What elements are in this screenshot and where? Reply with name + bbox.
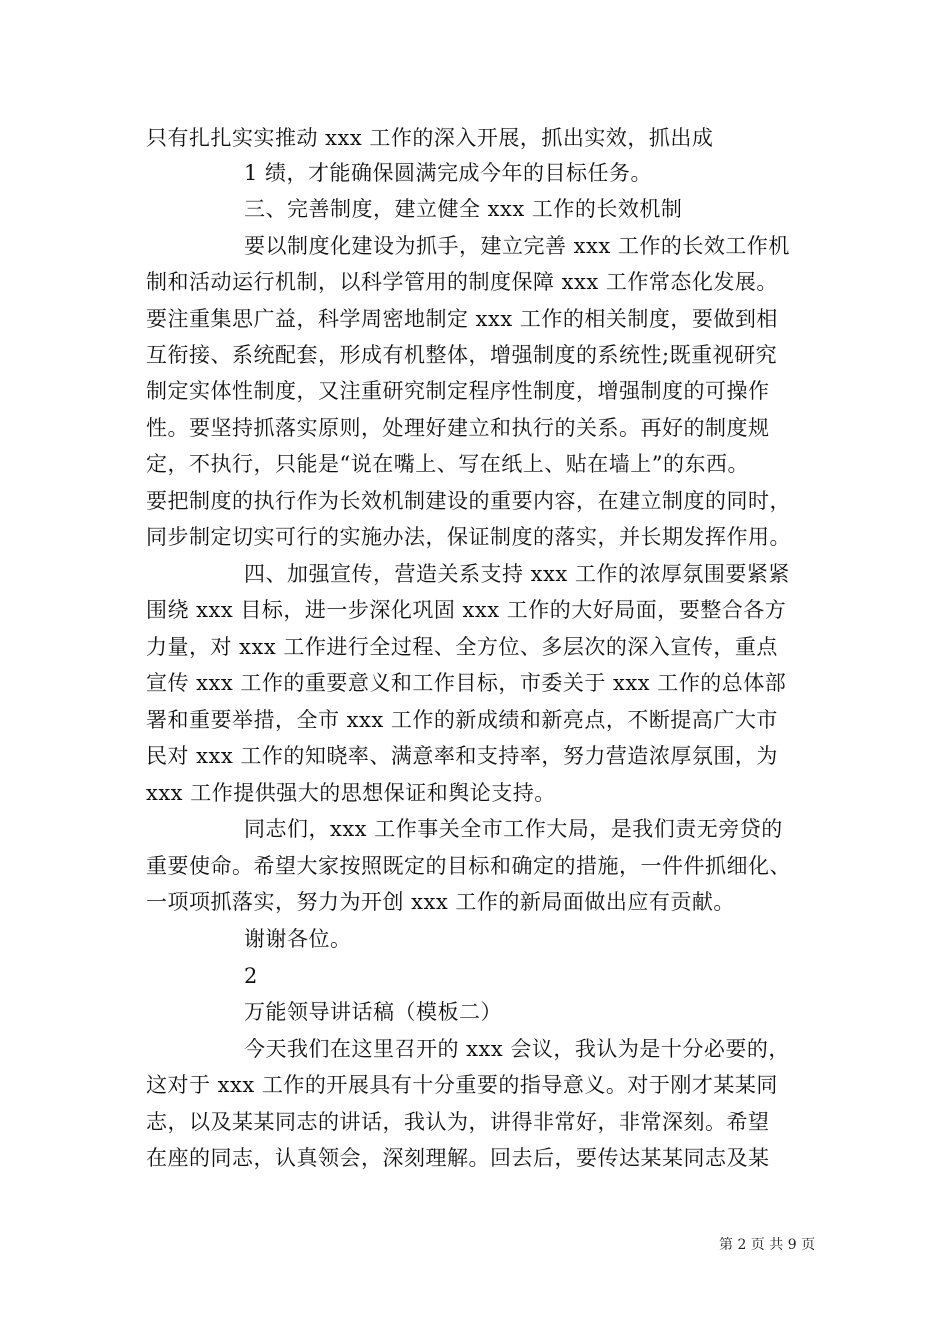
text-line-12: 同步制定切实可行的实施办法，保证制度的落实，并长期发挥作用。	[146, 525, 791, 549]
text-line-2: 1 绩，才能确保圆满完成今年的目标任务。	[244, 161, 653, 185]
text-line-5: 制和活动运行机制，以科学管用的制度保障 xxx 工作常态化发展。	[146, 270, 778, 294]
text-line-18: 民对 xxx 工作的知晓率、满意率和支持率，努力营造浓厚氛围，为	[146, 744, 778, 768]
text-line-10: 定，不执行，只能是“说在嘴上、写在纸上、贴在墙上”的东西。	[146, 452, 749, 476]
section-title: 万能领导讲话稿（模板二）	[244, 1000, 502, 1024]
section-heading-4: 四、加强宣传，营造关系支持 xxx 工作的浓厚氛围要紧紧	[244, 562, 790, 586]
text-line-28: 志，以及某某同志的讲话，我认为，讲得非常好，非常深刻。希望	[146, 1110, 770, 1134]
text-line-16: 宣传 xxx 工作的重要意义和工作目标，市委关于 xxx 工作的总体部	[146, 671, 787, 695]
text-line-14: 围绕 xxx 目标，进一步深化巩固 xxx 工作的大好局面，要整合各方	[146, 598, 787, 622]
text-line-9: 性。要坚持抓落实原则，处理好建立和执行的关系。再好的制度规	[146, 416, 770, 440]
text-line-26: 今天我们在这里召开的 xxx 会议，我认为是十分必要的，	[244, 1037, 790, 1061]
text-line-17: 署和重要举措，全市 xxx 工作的新成绩和新亮点，不断提高广大市	[146, 708, 778, 732]
page-number-footer: 第 2 页 共 9 页	[719, 1237, 816, 1253]
text-line-6: 要注重集思广益，科学周密地制定 xxx 工作的相关制度，要做到相	[146, 307, 778, 331]
text-line-4: 要以制度化建设为抓手，建立完善 xxx 工作的长效工作机	[244, 234, 790, 258]
text-line-7: 互衔接、系统配套，形成有机整体，增强制度的系统性;既重视研究	[146, 343, 778, 367]
text-line-23: 谢谢各位。	[244, 927, 352, 951]
text-line-27: 这对于 xxx 工作的开展具有十分重要的指导意义。对于刚才某某同	[146, 1073, 778, 1097]
text-line-24: 2	[244, 964, 258, 988]
text-line-19: xxx 工作提供强大的思想保证和舆论支持。	[146, 781, 556, 805]
text-line-11: 要把制度的执行作为长效机制建设的重要内容，在建立制度的同时，	[146, 489, 791, 513]
text-line-20: 同志们，xxx 工作事关全市工作大局，是我们责无旁贷的	[244, 817, 783, 841]
text-line-21: 重要使命。希望大家按照既定的目标和确定的措施，一件件抓细化、	[146, 854, 791, 878]
text-line-1: 只有扎扎实实推动 xxx 工作的深入开展，抓出实效，抓出成	[146, 126, 714, 150]
text-line-22: 一项项抓落实，努力为开创 xxx 工作的新局面做出应有贡献。	[146, 890, 735, 914]
text-line-8: 制定实体性制度，又注重研究制定程序性制度，增强制度的可操作	[146, 379, 770, 403]
section-heading-3: 三、完善制度，建立健全 xxx 工作的长效机制	[244, 197, 683, 221]
text-line-15: 力量，对 xxx 工作进行全过程、全方位、多层次的深入宣传，重点	[146, 635, 778, 659]
text-line-29: 在座的同志，认真领会，深刻理解。回去后，要传达某某同志及某	[146, 1146, 770, 1170]
